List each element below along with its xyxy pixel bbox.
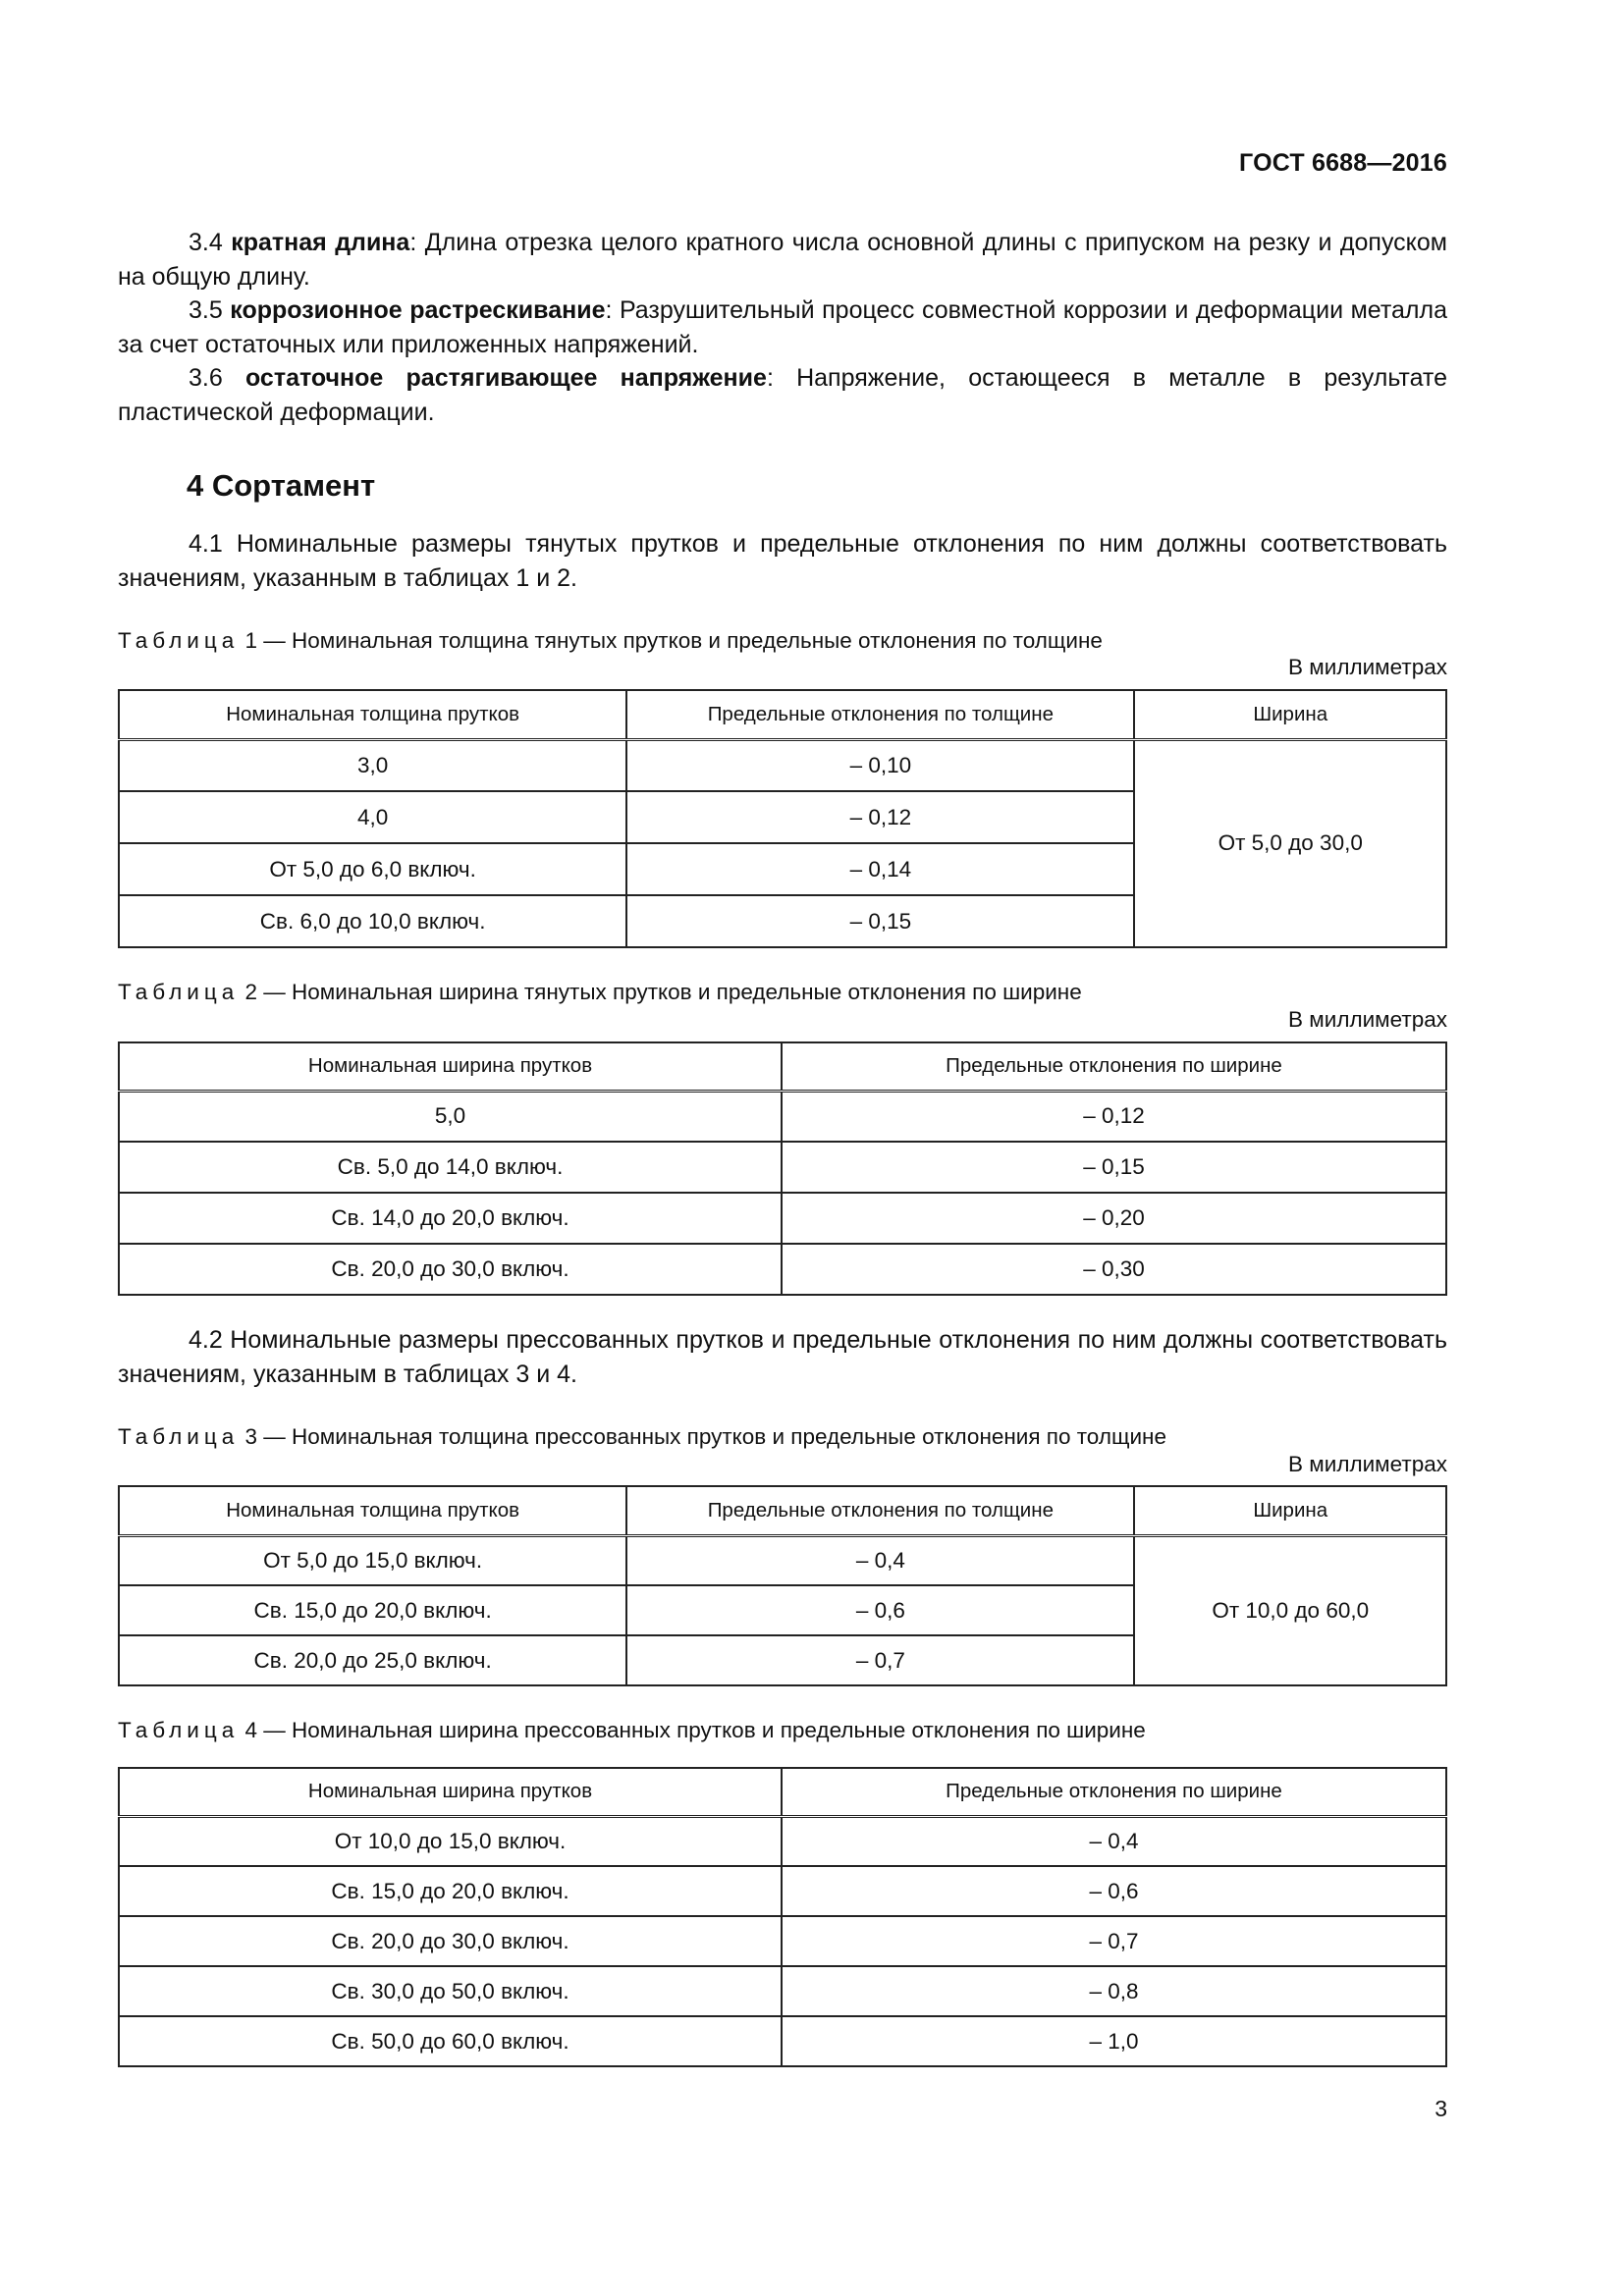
table4-caption — [118, 1718, 1447, 1743]
table-row — [119, 1244, 1446, 1295]
paragraph-4-1: 4.1 Номинальные размеры тянутых прутков и предельные отклонения по ним должны соответствовать значениям, указанным в таблицах 1 и 2. — [118, 530, 1447, 592]
table-header-cell: Номинальная толщина прутков — [119, 1486, 626, 1535]
table-label: Таблица — [118, 628, 240, 653]
document-code: ГОСТ 6688—2016 — [1239, 149, 1447, 177]
definition-number: 3.5 — [189, 296, 223, 324]
table1-caption — [118, 628, 1447, 654]
table-header-cell: Ширина — [1134, 690, 1446, 739]
table-cell: – 0,20 — [782, 1193, 1446, 1244]
table-label: Таблица — [118, 1424, 240, 1449]
table-cell: – 0,12 — [626, 791, 1134, 843]
table-cell: – 0,30 — [782, 1244, 1446, 1295]
definition-text: : Длина отрезка целого кратного числа основной длины с припуском на резку и допуском на общую длину. — [118, 229, 1447, 291]
table-row — [119, 1193, 1446, 1244]
definition-term: остаточное растягивающее напряжение — [244, 364, 767, 392]
table-row — [119, 1091, 1446, 1142]
definition-text: : Разрушительный процесс совместной коррозии и деформации металла за счет остаточных или приложенных напряжений. — [118, 296, 1447, 358]
table-caption-text: 1 — Номинальная толщина тянутых прутков и предельные отклонения по толщине — [244, 628, 1103, 653]
table-cell: – 0,6 — [626, 1585, 1134, 1635]
table-row — [119, 1142, 1446, 1193]
table-cell: – 0,14 — [626, 843, 1134, 895]
table-cell: – 0,12 — [782, 1091, 1446, 1142]
table-cell: – 0,4 — [782, 1816, 1446, 1866]
definition-text: : Напряжение, остающееся в металле в результате пластической деформации. — [118, 364, 1447, 426]
table-cell: Св. 30,0 до 50,0 включ. — [119, 1966, 782, 2016]
table-header-cell: Номинальная ширина прутков — [119, 1768, 782, 1816]
table-cell-width: От 10,0 до 60,0 — [1134, 1535, 1446, 1685]
table-row — [119, 1966, 1446, 2016]
table-header-cell: Предельные отклонения по толщине — [626, 1486, 1134, 1535]
page-number: 3 — [1435, 2096, 1447, 2121]
table3-caption — [118, 1424, 1447, 1450]
table-caption-text: 2 — Номинальная ширина тянутых прутков и предельные отклонения по ширине — [244, 980, 1082, 1004]
table-row — [119, 1866, 1446, 1916]
table1 — [118, 689, 1447, 948]
table-row — [119, 1916, 1446, 1966]
table4 — [118, 1767, 1447, 2067]
table-cell: – 1,0 — [782, 2016, 1446, 2066]
table-caption-text: 4 — Номинальная ширина прессованных прутков и предельные отклонения по ширине — [244, 1718, 1146, 1742]
definition-3-5 — [118, 294, 1447, 361]
definition-term: коррозионное растрескивание — [230, 296, 606, 324]
table-cell: Св. 20,0 до 30,0 включ. — [119, 1916, 782, 1966]
table-cell: – 0,7 — [626, 1635, 1134, 1685]
table-label: Таблица — [118, 980, 240, 1004]
table-row — [119, 739, 1446, 791]
definitions-block — [118, 226, 1447, 429]
table-caption-text: 3 — Номинальная толщина прессованных прутков и предельные отклонения по толщине — [244, 1424, 1166, 1449]
paragraph-4-2: 4.2 Номинальные размеры прессованных прутков и предельные отклонения по ним должны соответствовать значениям, указанным в таблицах 3 и 4. — [118, 1326, 1447, 1388]
table-cell: От 5,0 до 6,0 включ. — [119, 843, 626, 895]
definition-number: 3.4 — [189, 229, 223, 256]
table-cell: – 0,6 — [782, 1866, 1446, 1916]
table-cell: Св. 14,0 до 20,0 включ. — [119, 1193, 782, 1244]
table-label: Таблица — [118, 1718, 240, 1742]
table-cell: Св. 15,0 до 20,0 включ. — [119, 1585, 626, 1635]
table-cell: – 0,4 — [626, 1535, 1134, 1585]
table-row — [119, 1535, 1446, 1585]
table-header-cell: Предельные отклонения по ширине — [782, 1768, 1446, 1816]
table-cell: От 5,0 до 15,0 включ. — [119, 1535, 626, 1585]
table-row — [119, 2016, 1446, 2066]
table2 — [118, 1041, 1447, 1296]
definition-number: 3.6 — [189, 364, 223, 392]
table-header-cell: Номинальная толщина прутков — [119, 690, 626, 739]
table3 — [118, 1485, 1447, 1686]
table2-units: В миллиметрах — [1288, 1007, 1447, 1032]
table-cell: От 10,0 до 15,0 включ. — [119, 1816, 782, 1866]
section-heading: 4 Сортамент — [187, 468, 376, 503]
table-cell: – 0,15 — [782, 1142, 1446, 1193]
table-row — [119, 1816, 1446, 1866]
table-cell: Св. 20,0 до 30,0 включ. — [119, 1244, 782, 1295]
table-cell-width: От 5,0 до 30,0 — [1134, 739, 1446, 947]
table3-units: В миллиметрах — [1288, 1452, 1447, 1476]
definition-3-4 — [118, 226, 1447, 294]
table-header-cell: Ширина — [1134, 1486, 1446, 1535]
table-cell: Св. 50,0 до 60,0 включ. — [119, 2016, 782, 2066]
table-cell: 3,0 — [119, 739, 626, 791]
table1-units: В миллиметрах — [1288, 655, 1447, 679]
table-cell: Св. 6,0 до 10,0 включ. — [119, 895, 626, 947]
table-cell: 4,0 — [119, 791, 626, 843]
table-cell: Св. 20,0 до 25,0 включ. — [119, 1635, 626, 1685]
table-cell: Св. 5,0 до 14,0 включ. — [119, 1142, 782, 1193]
table-cell: 5,0 — [119, 1091, 782, 1142]
table-cell: – 0,10 — [626, 739, 1134, 791]
table-header-cell: Предельные отклонения по ширине — [782, 1042, 1446, 1091]
table-cell: – 0,7 — [782, 1916, 1446, 1966]
table-cell: – 0,8 — [782, 1966, 1446, 2016]
table-header-cell: Предельные отклонения по толщине — [626, 690, 1134, 739]
table-cell: – 0,15 — [626, 895, 1134, 947]
table-header-cell: Номинальная ширина прутков — [119, 1042, 782, 1091]
table2-caption — [118, 980, 1447, 1005]
definition-term: кратная длина — [231, 229, 410, 256]
table-cell: Св. 15,0 до 20,0 включ. — [119, 1866, 782, 1916]
definition-3-6 — [118, 361, 1447, 429]
